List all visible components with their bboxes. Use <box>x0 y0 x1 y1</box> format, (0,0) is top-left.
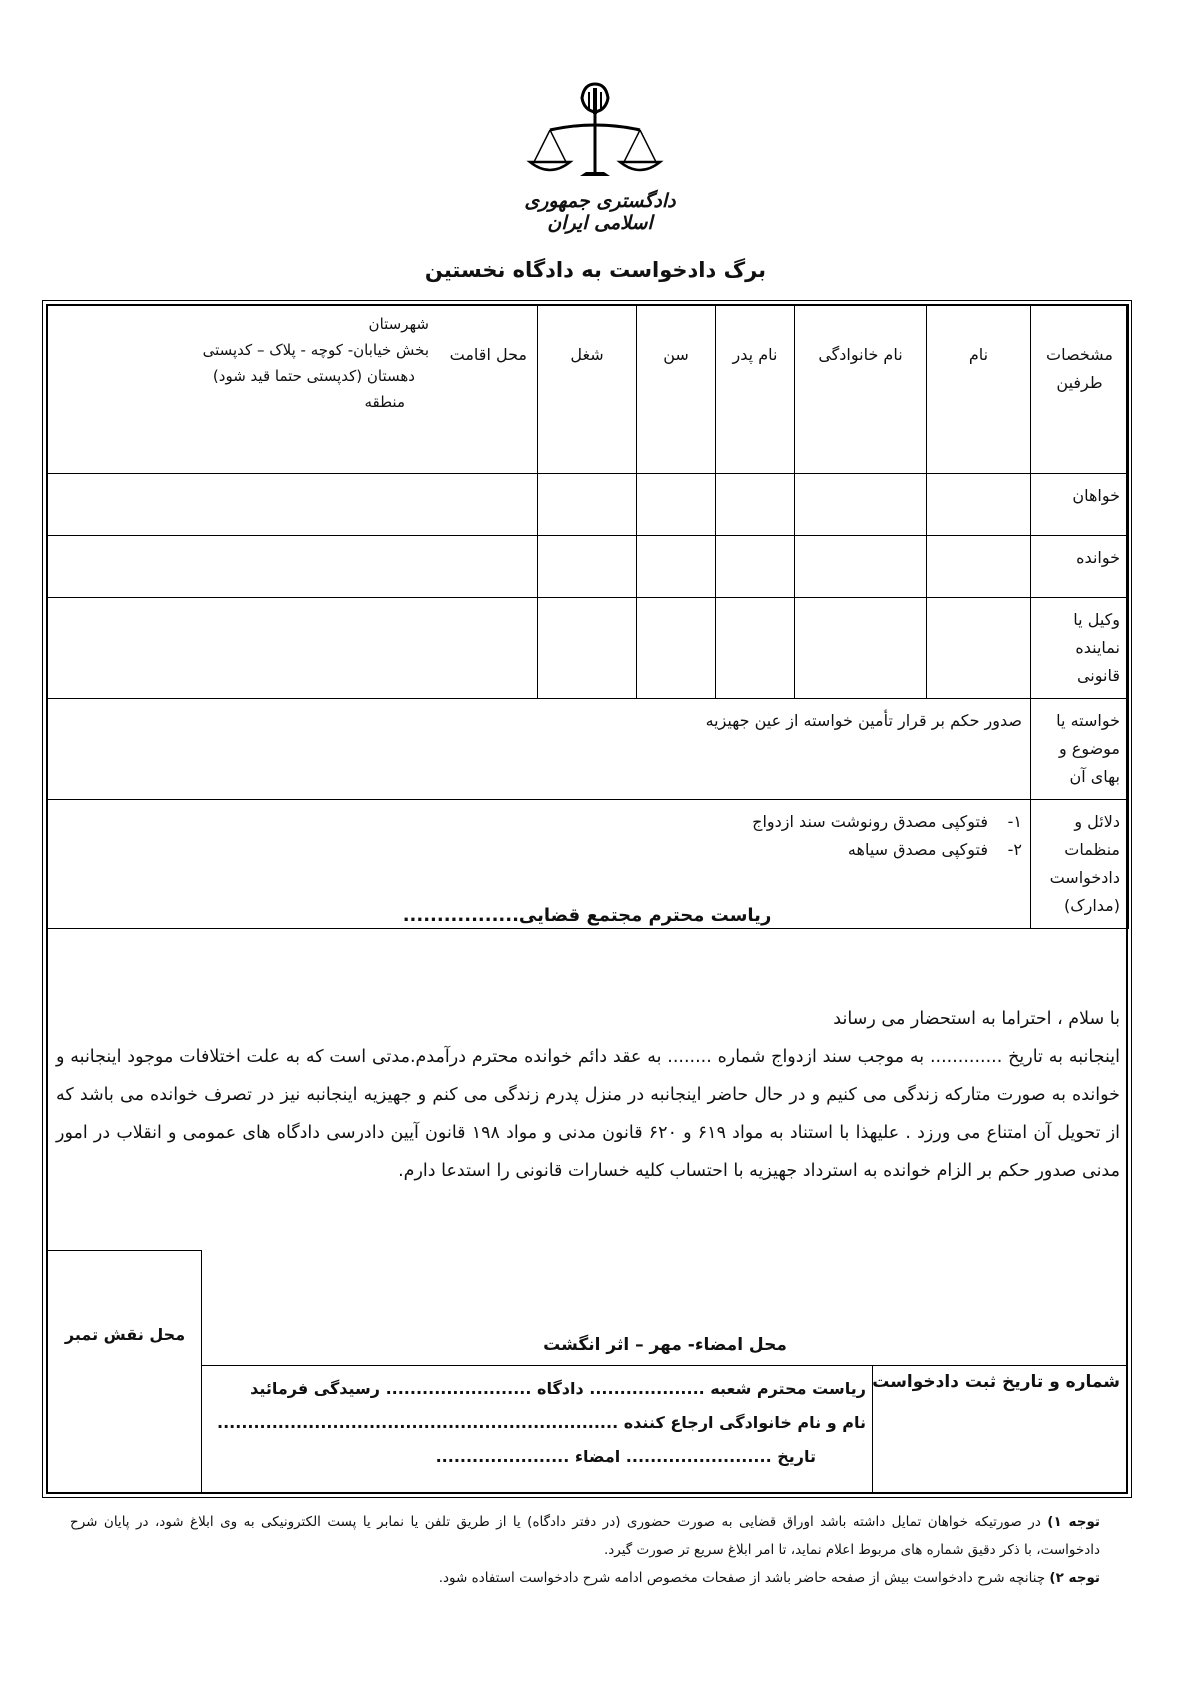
defendant-job-cell[interactable] <box>538 536 637 598</box>
plaintiff-job-cell[interactable] <box>538 474 637 536</box>
evidence-label: دلائل و منظمات دادخواست (مدارک) <box>1031 800 1129 929</box>
parties-table <box>46 304 1129 929</box>
plaintiff-family-cell[interactable] <box>795 474 927 536</box>
letter-body: اینجانبه به تاریخ ............. به موجب سند ازدواج شماره ........ به عقد دائم خوانده محترم درآمدم.مدتی است که به علت اختلافات موجود اینجانبه و خوانده به صورت متارکه زندگی می کنیم و در حال حاضر اینجانبه در منزل پدرم زندگی می کنم و جهیزیه اینجانبه نیز در تصرف خوانده می باشد که از تحویل آن امتناع می ورزد . علیهذا با استناد به مواد ۶۱۹ و ۶۲۰ قانون مدنی و مواد ۱۹۸ قانون آیین دادرسی دادگاه های عمومی و انقلاب در امور مدنی صدور حکم بر الزام خوانده به استرداد جهیزیه با احتساب کلیه خسارات قانونی را استدعا دارم. <box>56 1047 1121 1181</box>
defendant-address-cell[interactable] <box>47 536 538 598</box>
evidence-item: ۲-فتوکپی مصدق سیاهه <box>847 840 1022 859</box>
header-residence <box>47 305 538 474</box>
defendant-age-cell[interactable] <box>637 536 716 598</box>
letter-heading: ریاست محترم مجتمع قضایی................. <box>402 905 772 926</box>
attorney-age-cell[interactable] <box>637 598 716 699</box>
header-job: شغل <box>538 305 637 474</box>
petition-letter[interactable] <box>56 1000 1120 1190</box>
signature-label: محل امضاء- مهر – اثر انگشت <box>543 1335 787 1355</box>
defendant-father-cell[interactable] <box>716 536 795 598</box>
letter-greeting: با سلام ، احتراما به استحضار می رساند <box>833 1009 1120 1029</box>
defendant-label: خوانده <box>1031 536 1129 598</box>
header-family-name: نام خانوادگی <box>795 305 927 474</box>
table-header-row <box>47 305 1129 474</box>
defendant-name-cell[interactable] <box>927 536 1031 598</box>
referral-line-2: نام و نام خانوادگی ارجاع کننده .................................................................. <box>217 1413 866 1432</box>
registration-label: شماره و تاریخ ثبت دادخواست <box>872 1372 1120 1392</box>
subject-value[interactable]: صدور حکم بر قرار تأمین خواسته از عین جهیزیه <box>47 699 1031 800</box>
header-name: نام <box>927 305 1031 474</box>
attorney-family-cell[interactable] <box>795 598 927 699</box>
address-line-1: شهرستان <box>368 315 429 333</box>
attorney-label: وکیل یا نماینده قانونی <box>1031 598 1129 699</box>
header-father-name: نام پدر <box>716 305 795 474</box>
attorney-father-cell[interactable] <box>716 598 795 699</box>
referral-block[interactable] <box>210 1372 866 1474</box>
subject-row <box>47 699 1129 800</box>
defendant-row <box>47 536 1129 598</box>
stamp-box <box>48 1250 202 1494</box>
plaintiff-address-cell[interactable] <box>47 474 538 536</box>
header-age: سن <box>637 305 716 474</box>
referral-line-1: ریاست محترم شعبه ................... دادگاه ........................ رسیدگی فرمائید <box>250 1379 866 1398</box>
address-line-3: دهستان (کدپستی حتما قید شود) <box>212 367 415 385</box>
note-1: توجه ۱) در صورتیکه خواهان تمایل داشته باشد اوراق قضایی به صورت حضوری (در دفتر دادگاه) یا از طریق تلفن یا نمابر یا پست الکترونیکی به وی ابلاغ شود، در پایان شرح دادخواست، با ذکر دقیق شماره های مربوط اعلام نماید، تا امر ابلاغ سریع تر صورت گیرد. <box>70 1514 1100 1558</box>
footer-divider <box>202 1365 1128 1366</box>
attorney-name-cell[interactable] <box>927 598 1031 699</box>
referral-line-3: تاریخ ........................ امضاء ...................... <box>435 1447 816 1466</box>
address-line-2: بخش خیابان- کوچه - پلاک – کدپستی <box>202 341 429 359</box>
plaintiff-row <box>47 474 1129 536</box>
address-instructions <box>203 311 429 415</box>
address-line-4: منطقه <box>364 393 405 411</box>
residence-label: محل اقامت <box>449 345 527 364</box>
attorney-address-cell[interactable] <box>47 598 538 699</box>
plaintiff-name-cell[interactable] <box>927 474 1031 536</box>
form-title: برگ دادخواست به دادگاه نخستین <box>424 258 767 282</box>
judiciary-name: دادگستری جمهوری اسلامی ایران <box>524 190 676 234</box>
note-2: توجه ۲) چنانچه شرح دادخواست بیش از صفحه حاضر باشد از صفحات مخصوص ادامه شرح دادخواست استفاده شود. <box>438 1570 1100 1586</box>
evidence-item: ۱-فتوکپی مصدق رونوشت سند ازدواج <box>752 812 1022 831</box>
stamp-label: محل نقش تمبر <box>64 1325 186 1344</box>
plaintiff-father-cell[interactable] <box>716 474 795 536</box>
defendant-family-cell[interactable] <box>795 536 927 598</box>
header-parties-spec: مشخصات طرفین <box>1031 305 1129 474</box>
footnotes <box>70 1508 1100 1592</box>
attorney-job-cell[interactable] <box>538 598 637 699</box>
attorney-row <box>47 598 1129 699</box>
plaintiff-label: خواهان <box>1031 474 1129 536</box>
plaintiff-age-cell[interactable] <box>637 474 716 536</box>
subject-label: خواسته یا موضوع و بهای آن <box>1031 699 1129 800</box>
